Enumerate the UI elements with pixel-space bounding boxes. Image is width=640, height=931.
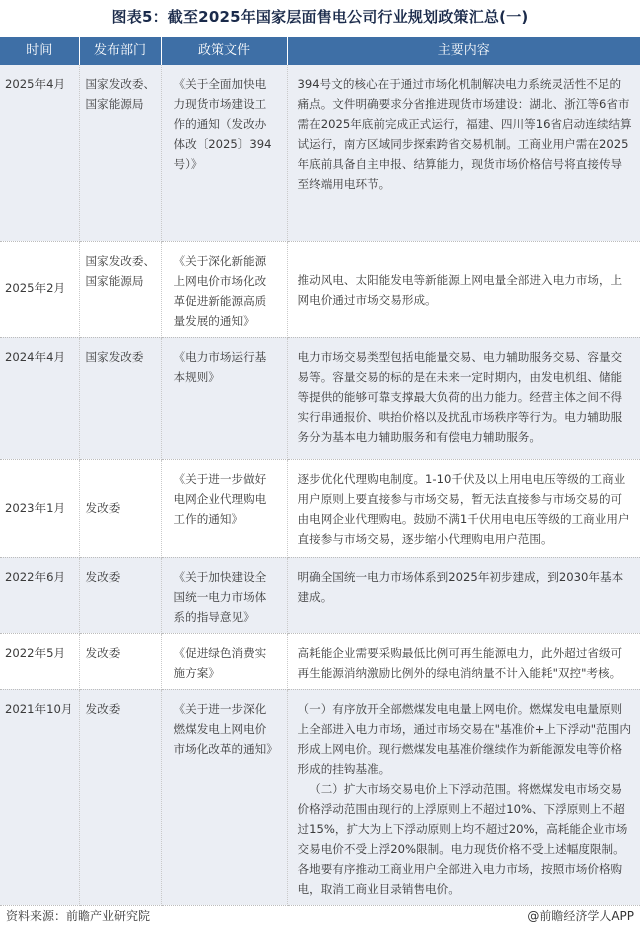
table-row bbox=[0, 633, 640, 689]
cell-time: 2022年6月 bbox=[0, 557, 79, 633]
cell-dept: 发改委 bbox=[79, 633, 161, 689]
table-row bbox=[0, 689, 640, 905]
column-header-doc: 政策文件 bbox=[161, 37, 287, 65]
cell-content bbox=[287, 459, 640, 557]
cell-content bbox=[287, 689, 640, 905]
cell-doc: 《电力市场运行基本规则》 bbox=[161, 337, 287, 459]
cell-dept: 发改委 bbox=[79, 557, 161, 633]
cell-time: 2022年5月 bbox=[0, 633, 79, 689]
cell-dept: 发改委 bbox=[79, 459, 161, 557]
content-paragraph: （一）有序放开全部燃煤发电电量上网电价。燃煤发电电量原则上全部进入电力市场，通过市场交易在"基准价+上下浮动"范围内形成上网电价。现行燃煤发电基准价继续作为新能源发电等价格形成的挂钩基准。 bbox=[297, 701, 631, 776]
cell-content bbox=[287, 557, 640, 633]
policy-table bbox=[0, 37, 640, 906]
cell-time: 2021年10月 bbox=[0, 689, 79, 905]
footer bbox=[0, 905, 640, 927]
column-header-time: 时间 bbox=[0, 37, 79, 65]
content-paragraph: 推动风电、太阳能发电等新能源上网电量全部进入电力市场，上网电价通过市场交易形成。 bbox=[297, 272, 623, 307]
content-paragraph: 逐步优化代理购电制度。1-10千伏及以上用电电压等级的工商业用户原则上要直接参与市场交易，暂无法直接参与市场交易的可由电网企业代理购电。鼓励不满1千伏用电电压等级的工商业用户直接参与市场交易，逐步缩小代理购电用户范围。 bbox=[297, 471, 630, 546]
table-row bbox=[0, 557, 640, 633]
cell-doc: 《关于进一步深化燃煤发电上网电价市场化改革的通知》 bbox=[161, 689, 287, 905]
column-header-dept: 发布部门 bbox=[79, 37, 161, 65]
cell-time: 2025年2月 bbox=[0, 241, 79, 337]
table-row bbox=[0, 65, 640, 241]
cell-doc: 《关于进一步做好电网企业代理购电工作的通知》 bbox=[161, 459, 287, 557]
cell-doc: 《关于深化新能源上网电价市场化改革促进新能源高质量发展的通知》 bbox=[161, 241, 287, 337]
source-note: 资料来源：前瞻产业研究院 bbox=[6, 909, 151, 923]
cell-doc: 《促进绿色消费实施方案》 bbox=[161, 633, 287, 689]
cell-time: 2025年4月 bbox=[0, 65, 79, 241]
table-header-row bbox=[0, 37, 640, 65]
cell-doc: 《关于加快建设全国统一电力市场体系的指导意见》 bbox=[161, 557, 287, 633]
cell-time: 2024年4月 bbox=[0, 337, 79, 459]
cell-dept: 国家发改委、国家能源局 bbox=[79, 241, 161, 337]
cell-time: 2023年1月 bbox=[0, 459, 79, 557]
content-paragraph: 电力市场交易类型包括电能量交易、电力辅助服务交易、容量交易等。容量交易的标的是在未来一定时期内，由发电机组、储能等提供的能够可靠支撑最大负荷的出力能力。经营主体之间不得实行串通报价、哄抬价格以及扰乱市场秩序等行为。电力辅助服务分为基本电力辅助服务和有偿电力辅助服务。 bbox=[297, 349, 623, 444]
cell-content bbox=[287, 337, 640, 459]
cell-dept: 国家发改委 bbox=[79, 337, 161, 459]
page-title: 图表5：截至2025年国家层面售电公司行业规划政策汇总(一) bbox=[111, 8, 529, 26]
content-paragraph: 高耗能企业需要采购最低比例可再生能源电力，此外超过省级可再生能源消纳激励比例外的绿电消纳量不计入能耗"双控"考核。 bbox=[297, 645, 623, 680]
cell-dept: 国家发改委、国家能源局 bbox=[79, 65, 161, 241]
cell-doc: 《关于全面加快电力现货市场建设工作的通知（发改办体改〔2025〕394号）》 bbox=[161, 65, 287, 241]
cell-content bbox=[287, 241, 640, 337]
content-paragraph: 明确全国统一电力市场体系到2025年初步建成，到2030年基本建成。 bbox=[297, 569, 624, 604]
cell-dept: 发改委 bbox=[79, 689, 161, 905]
table-row bbox=[0, 241, 640, 337]
content-paragraph: （二）扩大市场交易电价上下浮动范围。将燃煤发电市场交易价格浮动范围由现行的上浮原则上不超过10%、下浮原则上不超过15%，扩大为上下浮动原则上均不超过20%，高耗能企业市场交易电价不受上浮20%限制。电力现货价格不受上述幅度限制。各地要有序推动工商业用户全部进入电力市场，按照市场价格购电，取消工商业目录销售电价。 bbox=[297, 781, 628, 896]
cell-content bbox=[287, 65, 640, 241]
table-row bbox=[0, 459, 640, 557]
cell-content bbox=[287, 633, 640, 689]
app-credit: @前瞻经济学人APP bbox=[527, 909, 634, 923]
table-row bbox=[0, 337, 640, 459]
column-header-content: 主要内容 bbox=[287, 37, 640, 65]
content-paragraph: 394号文的核心在于通过市场化机制解决电力系统灵活性不足的痛点。文件明确要求分省推进现货市场建设：湖北、浙江等6省市需在2025年底前完成正式运行，福建、四川等16省启动连续结算试运行，南方区域同步探索跨省交易机制。工商业用户需在2025年底前具备自主申报、结算能力，现货市场价格信号将直接传导至终端用电环节。 bbox=[297, 77, 632, 191]
